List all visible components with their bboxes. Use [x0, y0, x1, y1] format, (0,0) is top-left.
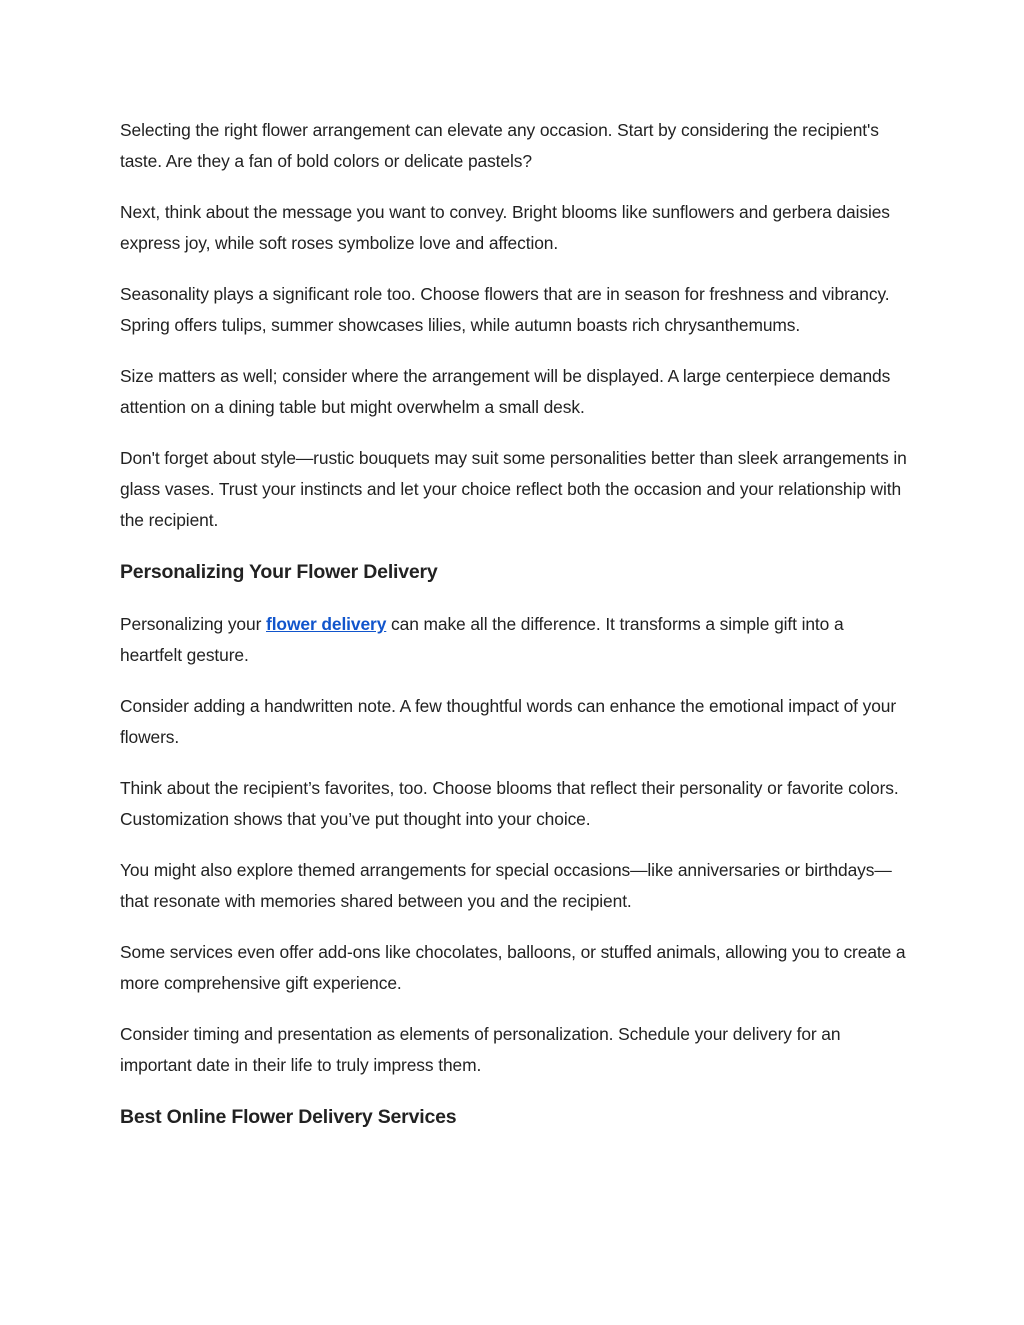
heading-personalizing: Personalizing Your Flower Delivery: [120, 561, 438, 583]
paragraph-size: Size matters as well; consider where the arrangement will be displayed. A large centerpiece demands attention on a dining table but might overwhelm a small desk.: [120, 366, 891, 417]
flower-delivery-link[interactable]: flower delivery: [266, 614, 387, 634]
paragraph-message: Next, think about the message you want to convey. Bright blooms like sunflowers and gerbera daisies express joy, while soft roses symbolize love and affection.: [120, 202, 890, 253]
intro-text-before: Personalizing your: [120, 614, 266, 634]
document-page: [120, 115, 910, 1154]
paragraph-personalizing-intro: [120, 609, 910, 671]
paragraph-favorites: Think about the recipient’s favorites, too. Choose blooms that reflect their personality or favorite colors. Customization shows that you’ve put thought into your choice.: [120, 778, 899, 829]
paragraph-arrangement-intro: Selecting the right flower arrangement can elevate any occasion. Start by considering the recipient's taste. Are they a fan of bold colors or delicate pastels?: [120, 120, 879, 171]
paragraph-addons: Some services even offer add-ons like chocolates, balloons, or stuffed animals, allowing you to create a more comprehensive gift experience.: [120, 942, 906, 993]
paragraph-style: Don't forget about style—rustic bouquets may suit some personalities better than sleek arrangements in glass vases. Trust your instincts and let your choice reflect both the occasion and your relationship with the recipient.: [120, 448, 907, 530]
intro-text-after: can make all the difference. It transforms a simple gift into a heartfelt gesture.: [120, 614, 844, 665]
paragraph-handwritten-note: Consider adding a handwritten note. A few thoughtful words can enhance the emotional impact of your flowers.: [120, 696, 897, 747]
paragraph-timing: Consider timing and presentation as elements of personalization. Schedule your delivery for an important date in their life to truly impress them.: [120, 1024, 841, 1075]
heading-best-services: Best Online Flower Delivery Services: [120, 1106, 457, 1128]
paragraph-seasonality: Seasonality plays a significant role too. Choose flowers that are in season for freshness and vibrancy. Spring offers tulips, summer showcases lilies, while autumn boasts rich chrysanthemums.: [120, 284, 890, 335]
paragraph-themed: You might also explore themed arrangements for special occasions—like anniversaries or birthdays—that resonate with memories shared between you and the recipient.: [120, 860, 892, 911]
